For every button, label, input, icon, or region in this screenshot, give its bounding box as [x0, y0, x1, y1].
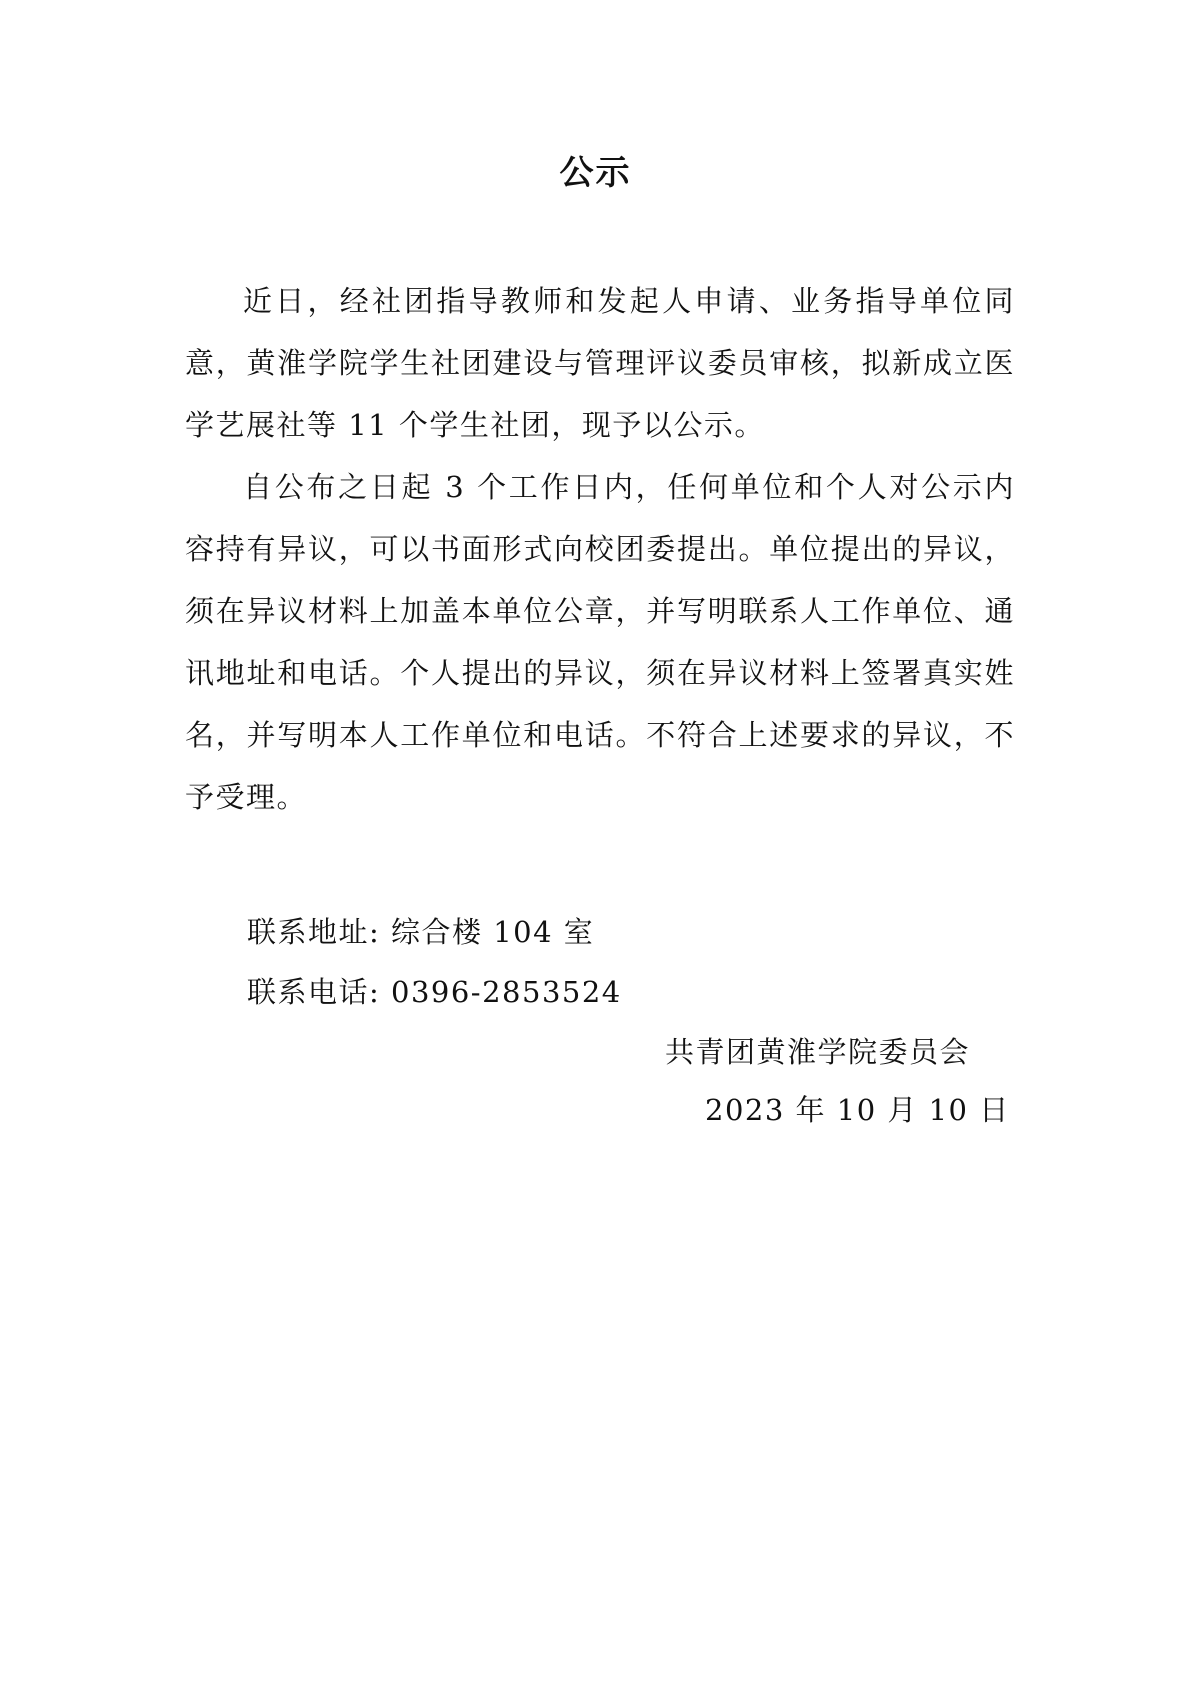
paragraph-objection-rules: 自公布之日起 3 个工作日内，任何单位和个人对公示内容持有异议，可以书面形式向校团委提出。单位提出的异议，须在异议材料上加盖本单位公章，并写明联系人工作单位、通讯地址和电话。个人提出的异议，须在异议材料上签署真实姓名，并写明本人工作单位和电话。不符合上述要求的异议，不予受理。: [185, 470, 1015, 814]
paragraph-announcement: 近日，经社团指导教师和发起人申请、业务指导单位同意，黄淮学院学生社团建设与管理评议委员审核，拟新成立医学艺展社等 11 个学生社团，现予以公示。: [185, 284, 1015, 442]
document-title: 公示: [559, 153, 632, 193]
document-body: [185, 270, 1015, 828]
contact-address: 联系地址: 综合楼 104 室: [247, 915, 595, 949]
signature-date: 2023 年 10 月 10 日: [705, 1093, 1010, 1127]
signature-organization: 共青团黄淮学院委员会: [665, 1035, 971, 1069]
contact-phone: 联系电话: 0396-2853524: [247, 975, 622, 1009]
